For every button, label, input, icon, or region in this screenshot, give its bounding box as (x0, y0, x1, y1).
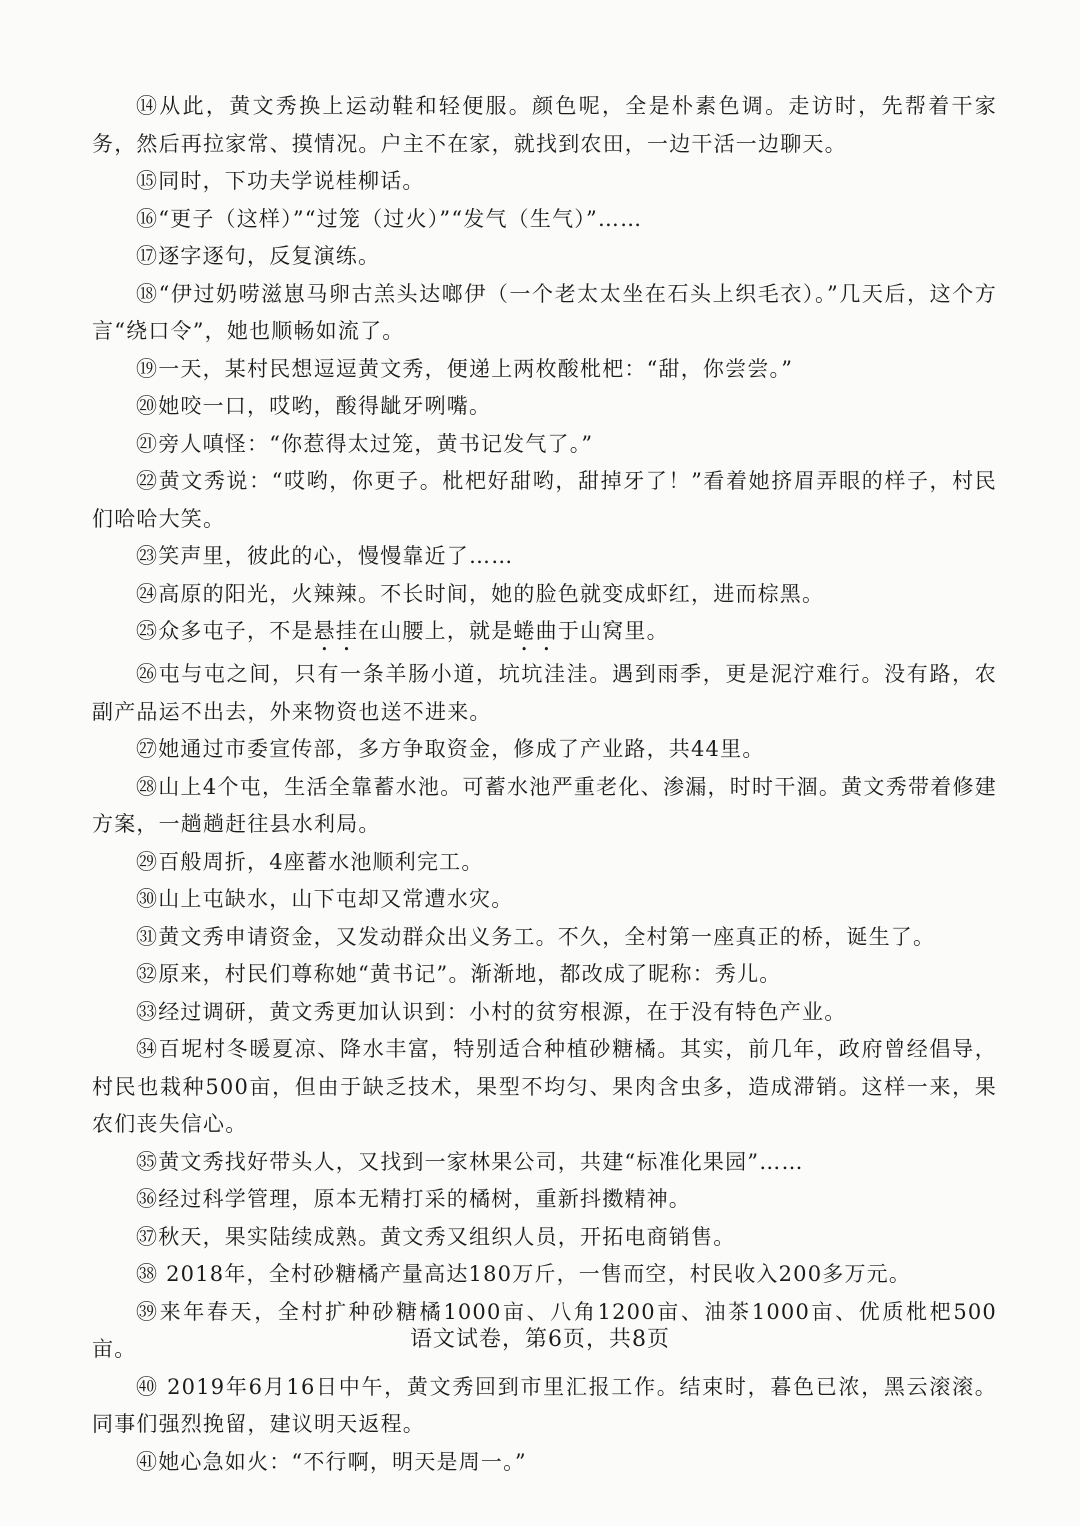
paragraph-17: ⑰逐字逐句，反复演练。 (136, 244, 381, 268)
paragraph-19: ⑲一天，某村民想逗逗黄文秀，便递上两枚酸枇杷：“甜，你尝尝。” (136, 356, 794, 381)
paragraph-27: ㉗她通过市委宣传部，多方争取资金，修成了产业路，共44里。 (136, 737, 765, 761)
paragraph-25-text-b: 在山腰上，就是 (358, 619, 514, 643)
page-footer: 语文试卷，第6页，共8页 (410, 1327, 670, 1352)
paragraph-15: ⑮同时，下功夫学说桂柳话。 (136, 169, 425, 193)
paragraph-38: ㊳ 2018年，全村砂糖橘产量高达180万斤，一售而空，村民收入200多万元。 (136, 1262, 912, 1286)
paragraph-25 (92, 613, 997, 656)
paragraph-20: ⑳她咬一口，哎哟，酸得龇牙咧嘴。 (136, 394, 492, 418)
paragraph-39: ㊴来年春天，全村扩种砂糖橘1000亩、八角1200亩、油茶1000亩、优质枇杷500亩。 (92, 1299, 997, 1361)
paragraph-34: ㉞百坭村冬暖夏凉、降水丰富，特别适合种植砂糖橘。其实，前几年，政府曾经倡导，村民也栽种500亩，但由于缺乏技术，果型不均匀、果肉含虫多，造成滞销。这样一来，果农们丧失信心。 (92, 1037, 997, 1136)
paragraph-21: ㉑旁人嗔怪：“你惹得太过笼，黄书记发气了。” (136, 431, 594, 456)
paragraph-18: ⑱“伊过奶唠滋崽马卵古羔头达啷伊（一个老太太坐在石头上织毛衣）。”几天后，这个方言“绕口令”，她也顺畅如流了。 (92, 281, 997, 343)
emphasized-word-xuangua: 悬挂 (313, 619, 359, 643)
paragraph-28: ㉘山上4个屯，生活全靠蓄水池。可蓄水池严重老化、渗漏，时时干涸。黄文秀带着修建方案，一趟趟赶往县水利局。 (92, 774, 997, 836)
paragraph-14: ⑭从此，黄文秀换上运动鞋和轻便服。颜色呢，全是朴素色调。走访时，先帮着干家务，然后再拉家常、摸情况。户主不在家，就找到农田，一边干活一边聊天。 (92, 94, 997, 156)
paragraph-22: ㉒黄文秀说：“哎哟，你更子。枇杷好甜哟，甜掉牙了！”看着她挤眉弄眼的样子，村民们哈哈大笑。 (92, 469, 997, 531)
paragraph-37: ㊲秋天，果实陆续成熟。黄文秀又组织人员，开拓电商销售。 (136, 1224, 736, 1249)
paragraph-40: ㊵ 2019年6月16日中午，黄文秀回到市里汇报工作。结束时，暮色已浓，黑云滚滚。同事们强烈挽留，建议明天返程。 (92, 1374, 997, 1436)
paragraph-26: ㉖屯与屯之间，只有一条羊肠小道，坑坑洼洼。遇到雨季，更是泥泞难行。没有路，农副产品运不出去，外来物资也送不进来。 (92, 662, 997, 724)
paragraph-16: ⑯“更子（这样）”“过笼（过火）”“发气（生气）”…… (136, 206, 643, 231)
paragraph-32: ㉜原来，村民们尊称她“黄书记”。渐渐地，都改成了昵称：秀儿。 (136, 962, 782, 986)
paragraph-24: ㉔高原的阳光，火辣辣。不长时间，她的脸色就变成虾红，进而棕黑。 (136, 581, 825, 606)
article-body (92, 88, 997, 1481)
paragraph-33: ㉝经过调研，黄文秀更加认识到：小村的贫穷根源，在于没有特色产业。 (136, 999, 847, 1024)
paragraph-41: ㊶她心急如火：“不行啊，明天是周一。” (136, 1449, 527, 1474)
emphasized-word-quanqu: 蜷曲 (513, 619, 558, 643)
paragraph-29: ㉙百般周折，4座蓄水池顺利完工。 (136, 849, 484, 874)
paragraph-35: ㉟黄文秀找好带头人，又找到一家林果公司，共建“标准化果园”…… (136, 1149, 804, 1174)
paragraph-30: ㉚山上屯缺水，山下屯却又常遭水灾。 (136, 887, 514, 911)
paragraph-25-text-a: ㉕众多屯子，不是 (136, 619, 314, 643)
paragraph-23: ㉓笑声里，彼此的心，慢慢靠近了…… (136, 544, 514, 568)
paragraph-36: ㊱经过科学管理，原本无精打采的橘树，重新抖擞精神。 (136, 1187, 691, 1211)
paragraph-25-text-c: 于山窝里。 (557, 619, 669, 643)
paragraph-31: ㉛黄文秀申请资金，又发动群众出义务工。不久，全村第一座真正的桥，诞生了。 (136, 924, 936, 949)
